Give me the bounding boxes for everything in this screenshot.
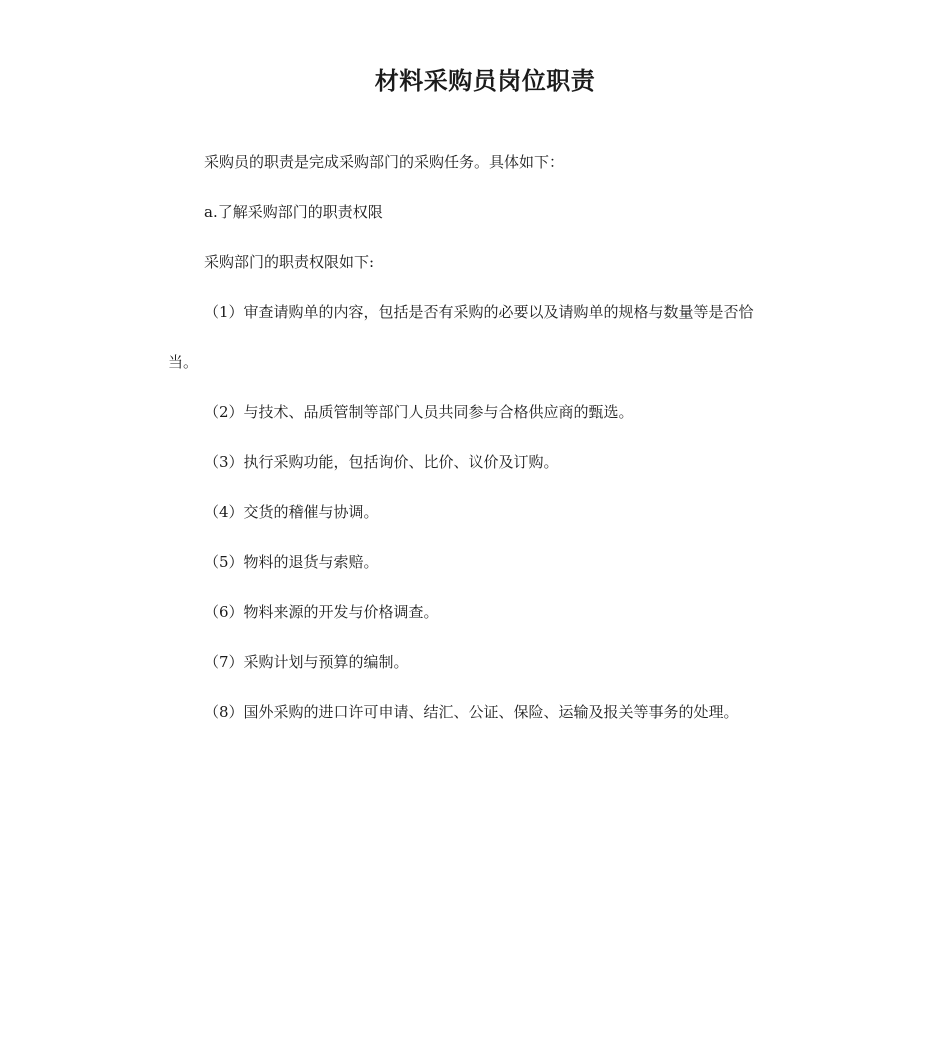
list-item-duty-3: （3）执行采购功能，包括询价、比价、议价及订购。 (204, 453, 559, 471)
document-title: 材料采购员岗位职责 (374, 67, 596, 95)
list-item-duty-6: （6）物料来源的开发与价格调查。 (204, 603, 439, 621)
list-item-duty-1: （1）审查请购单的内容，包括是否有采购的必要以及请购单的规格与数量等是否恰当。 (168, 303, 754, 371)
list-item-duty-4: （4）交货的稽催与协调。 (204, 503, 379, 521)
list-item-duty-8: （8）国外采购的进口许可申请、结汇、公证、保险、运输及报关等事务的处理。 (204, 703, 739, 721)
document-body (168, 137, 783, 737)
list-item-duty-5: （5）物料的退货与索赔。 (204, 553, 379, 571)
list-item-duty-7: （7）采购计划与预算的编制。 (204, 653, 409, 671)
paragraph-section-a: a.了解采购部门的职责权限 (204, 203, 383, 221)
paragraph-intro: 采购员的职责是完成采购部门的采购任务。具体如下： (204, 153, 565, 171)
paragraph-duties-heading: 采购部门的职责权限如下: (204, 253, 375, 271)
list-item-duty-2: （2）与技术、品质管制等部门人员共同参与合格供应商的甄选。 (204, 403, 634, 421)
